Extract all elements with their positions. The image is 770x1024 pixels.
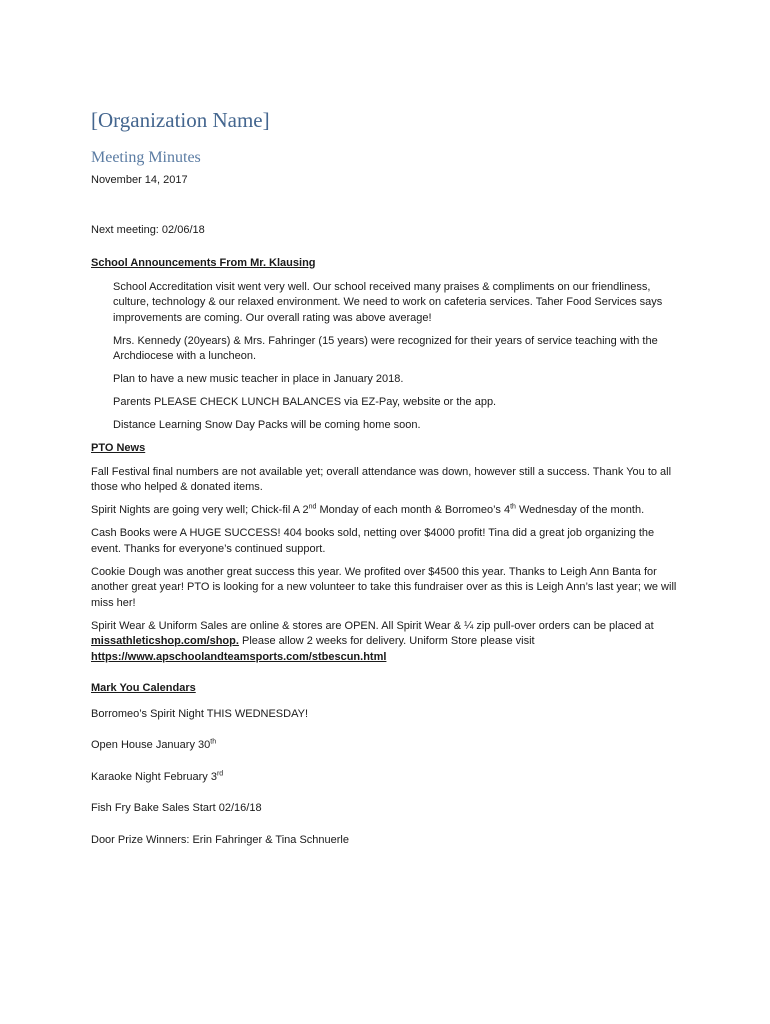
organization-name: [Organization Name] xyxy=(91,108,270,132)
school-item-recognition: Mrs. Kennedy (20years) & Mrs. Fahringer (15 years) were recognized for their years of service teaching with the Archdiocese with a luncheon. xyxy=(113,334,658,362)
door-prize-winners: Door Prize Winners: Erin Fahringer & Tina Schnuerle xyxy=(91,833,349,846)
uniform-store-link[interactable]: https://www.apschoolandteamsports.com/stbescun.html xyxy=(91,650,387,663)
school-item-snow-day: Distance Learning Snow Day Packs will be coming home soon. xyxy=(113,419,421,431)
pto-fall-festival: Fall Festival final numbers are not available yet; overall attendance was down, however still a success. Thank You to all those who helped & donated items. xyxy=(91,465,672,493)
calendar-fish-fry: Fish Fry Bake Sales Start 02/16/18 xyxy=(91,802,262,814)
document-title: Meeting Minutes xyxy=(91,149,201,166)
calendar-open-house: Open House January 30th xyxy=(91,738,217,751)
next-meeting: Next meeting: 02/06/18 xyxy=(91,223,205,236)
pto-spirit-nights: Spirit Nights are going very well; Chick-fil A 2nd Monday of each month & Borromeo’s 4th Wednesday of the month. xyxy=(91,503,645,516)
calendar-heading: Mark You Calendars xyxy=(91,682,196,694)
school-item-lunch-balances: Parents PLEASE CHECK LUNCH BALANCES via EZ-Pay, website or the app. xyxy=(113,396,497,408)
pto-cookie-dough: Cookie Dough was another great success this year. We profited over $4500 this year. Thanks to Leigh Ann Banta for another great year! PTO is looking for a new volunteer to take this fundraiser over as this is Leigh Ann’s last year; we will miss her! xyxy=(91,565,677,609)
pto-spirit-wear: Spirit Wear & Uniform Sales are online & stores are OPEN. All Spirit Wear & ¼ zip pull-over orders can be placed at missathleticshop.com/shop. Please allow 2 weeks for delivery. Uniform Store please visit https://www.apschoolandteamsports.com/stbescun.html xyxy=(91,619,654,663)
calendar-spirit-night: Borromeo’s Spirit Night THIS WEDNESDAY! xyxy=(91,707,309,720)
document-body xyxy=(91,108,681,864)
spirit-wear-shop-link[interactable]: missathleticshop.com/shop. xyxy=(91,635,239,647)
calendar-karaoke: Karaoke Night February 3rd xyxy=(91,769,224,783)
school-announcements-heading: School Announcements From Mr. Klausing xyxy=(91,257,316,269)
pto-cash-books: Cash Books were A HUGE SUCCESS! 404 books sold, netting over $4000 profit! Tina did a great job organizing the event. Thanks for everyone’s continued support. xyxy=(91,527,655,555)
school-item-music-teacher: Plan to have a new music teacher in place in January 2018. xyxy=(113,373,404,385)
school-item-accreditation: School Accreditation visit went very well. Our school received many praises & compliments on our friendliness, culture, technology & our relaxed environment. We need to work on cafeteria services. Taher Food Services says improvements are coming. Our overall rating was above average! xyxy=(113,280,663,324)
pto-news-heading: PTO News xyxy=(91,442,146,454)
meeting-date: November 14, 2017 xyxy=(91,174,188,186)
